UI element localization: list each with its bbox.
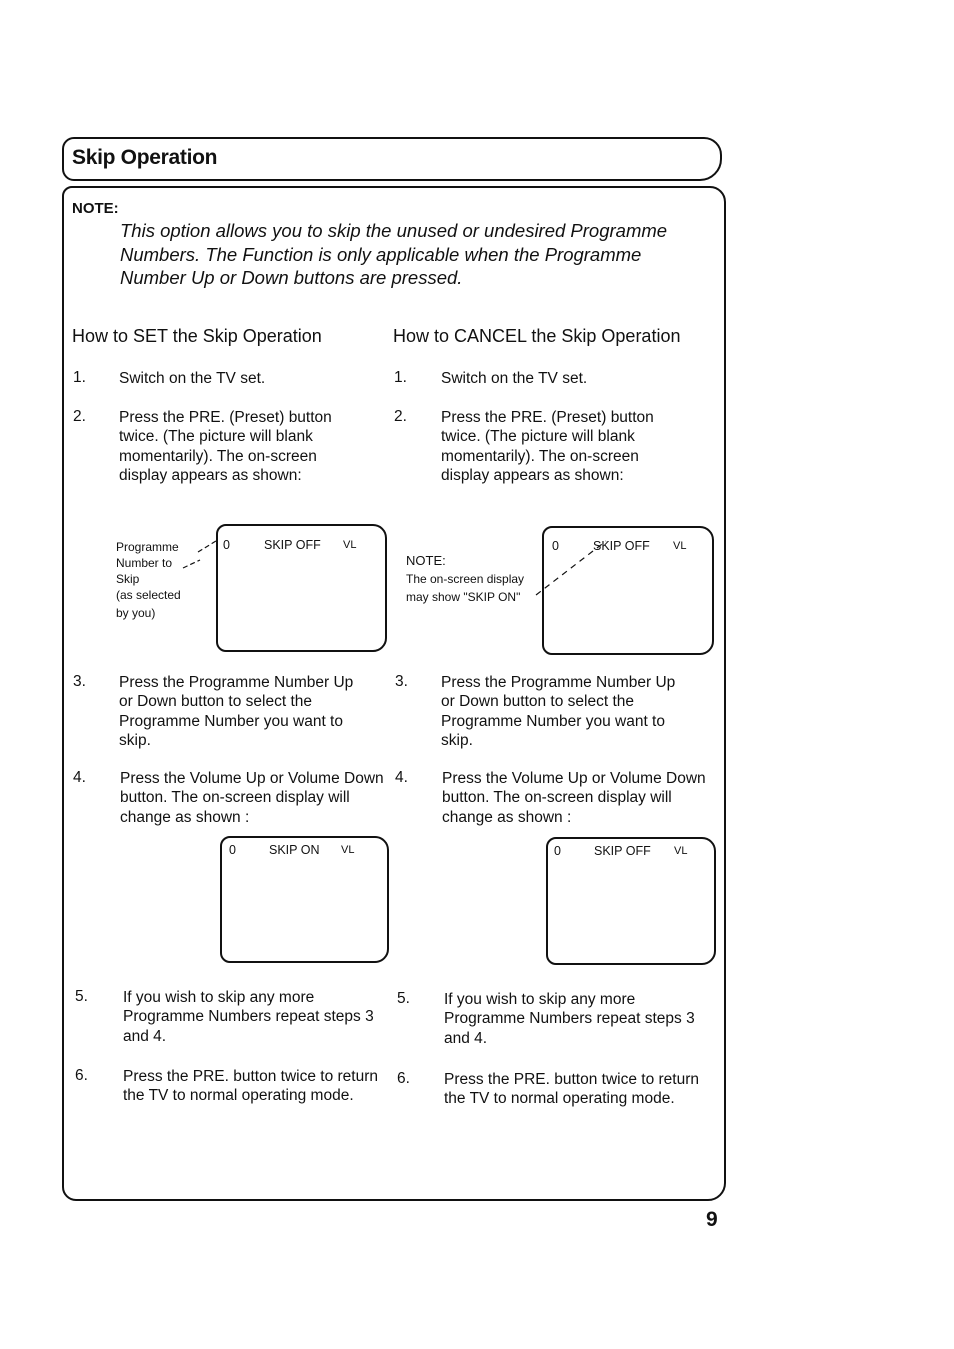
cancel-step-5-text: If you wish to skip any more Programme Numbers repeat steps 3 and 4. <box>444 991 695 1047</box>
set-heading: How to SET the Skip Operation <box>72 326 322 346</box>
set-step-4-text: Press the Volume Up or Volume Down button. The on-screen display will change as shown : <box>120 770 384 826</box>
set-step-5-text: If you wish to skip any more Programme Numbers repeat steps 3 and 4. <box>123 989 374 1045</box>
callout-line-2: Number to <box>116 556 173 570</box>
callout-line-4: (as selected <box>116 588 181 602</box>
cancel-step-2-num: 2. <box>394 408 407 425</box>
set-step-3-num: 3. <box>73 673 86 690</box>
callout-pointer-line-2 <box>183 560 200 568</box>
set-step-2-num: 2. <box>73 408 86 425</box>
callout-pointer-line <box>198 541 216 552</box>
set-osd-2-status: SKIP ON <box>269 843 320 857</box>
cancel-step-3-text: Press the Programme Number Up or Down button to select the Programme Number you want to skip. <box>441 674 676 749</box>
cancel-step-6-text: Press the PRE. button twice to return the TV to normal operating mode. <box>444 1071 700 1108</box>
cancel-side-note-label: NOTE: <box>406 553 446 568</box>
page-title: Skip Operation <box>72 146 218 169</box>
cancel-osd-2-prog: 0 <box>554 844 561 858</box>
set-step-2-text: Press the PRE. (Preset) button twice. (The picture will blank momentarily). The on-screen display appears as shown: <box>119 409 332 484</box>
cancel-step-1-num: 1. <box>394 369 407 386</box>
set-osd-1-status: SKIP OFF <box>264 538 321 552</box>
page-number: 9 <box>706 1208 718 1231</box>
cancel-step-1-text: Switch on the TV set. <box>441 370 588 387</box>
set-osd-2-prog: 0 <box>229 843 236 857</box>
cancel-step-4-num: 4. <box>395 769 408 786</box>
cancel-osd-1-vl: VL <box>673 540 687 552</box>
set-osd-1-vl: VL <box>343 539 357 551</box>
cancel-osd-1-prog: 0 <box>552 539 559 553</box>
cancel-side-note-line-2: may show "SKIP ON" <box>406 590 521 604</box>
set-osd-2-vl: VL <box>341 844 355 856</box>
note-text: This option allows you to skip the unused or undesired Programme Numbers. The Function is only applicable when the Programme Number Up or Down buttons are pressed. <box>120 220 668 288</box>
cancel-step-5-num: 5. <box>397 990 410 1007</box>
set-step-4-num: 4. <box>73 769 86 786</box>
note-label: NOTE: <box>72 200 119 217</box>
cancel-osd-1-status: SKIP OFF <box>593 539 650 553</box>
cancel-side-note-line-1: The on-screen display <box>406 572 525 586</box>
cancel-step-4-text: Press the Volume Up or Volume Down button. The on-screen display will change as shown : <box>442 770 706 826</box>
callout-line-1: Programme <box>116 540 179 554</box>
cancel-note-pointer-line <box>536 541 606 595</box>
callout-line-5: by you) <box>116 606 156 620</box>
set-step-1-num: 1. <box>73 369 86 386</box>
cancel-step-3-num: 3. <box>395 673 408 690</box>
set-step-5-num: 5. <box>75 988 88 1005</box>
cancel-heading: How to CANCEL the Skip Operation <box>393 326 681 346</box>
cancel-step-6-num: 6. <box>397 1070 410 1087</box>
set-step-3-text: Press the Programme Number Up or Down button to select the Programme Number you want to skip. <box>119 674 354 749</box>
set-step-6-text: Press the PRE. button twice to return the TV to normal operating mode. <box>123 1068 379 1105</box>
set-step-1-text: Switch on the TV set. <box>119 370 266 387</box>
set-step-6-num: 6. <box>75 1067 88 1084</box>
cancel-step-2-text: Press the PRE. (Preset) button twice. (The picture will blank momentarily). The on-screen display appears as shown: <box>441 409 654 484</box>
set-osd-1-prog: 0 <box>223 538 230 552</box>
callout-line-3: Skip <box>116 572 140 586</box>
cancel-osd-2-status: SKIP OFF <box>594 844 651 858</box>
cancel-osd-2-vl: VL <box>674 845 688 857</box>
